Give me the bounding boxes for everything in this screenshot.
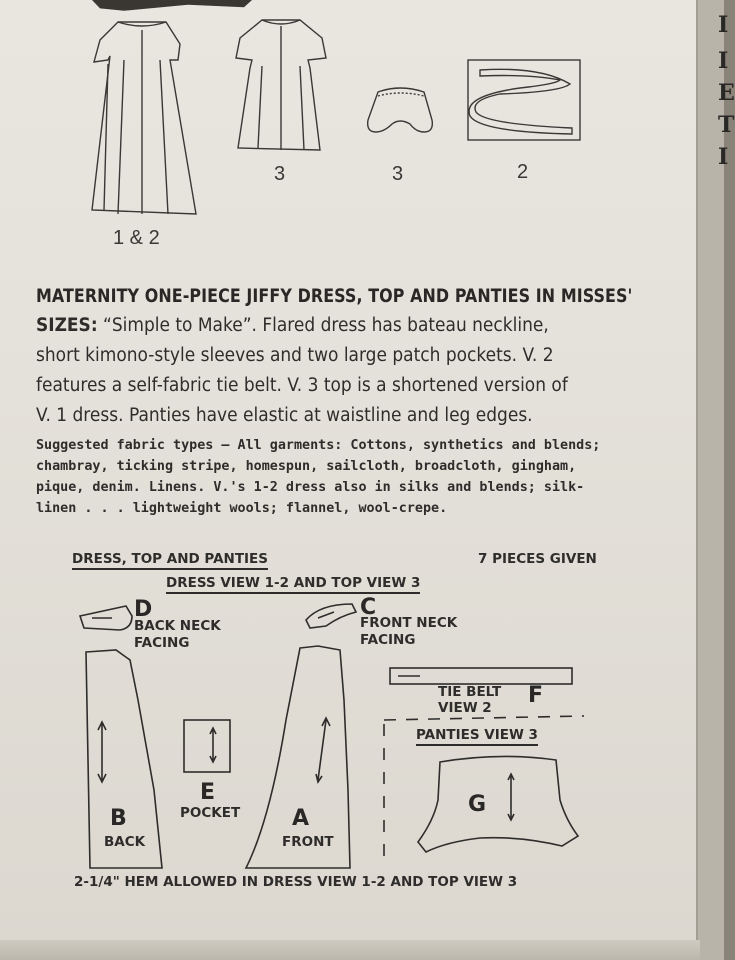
fabric-line-3: pique, denim. Linens. V.'s 1-2 dress also in silks and blends; silk- — [36, 480, 585, 495]
piece-a-letter: A — [292, 806, 310, 831]
piece-c-name-2: FACING — [360, 632, 416, 648]
edge-letter: E — [718, 80, 735, 106]
fabric-line-2: chambray, ticking stripe, homespun, sailcloth, broadcloth, gingham, — [36, 459, 577, 474]
piece-d-name-2: FACING — [134, 635, 190, 651]
piece-c-shape — [306, 604, 356, 628]
piece-f-letter: F — [528, 683, 544, 708]
hem-note: 2-1/4" HEM ALLOWED IN DRESS VIEW 1-2 AND TOP VIEW 3 — [74, 874, 518, 890]
piece-b-letter: B — [110, 806, 127, 831]
edge-letter: I — [718, 144, 729, 170]
piece-e-letter: E — [200, 780, 216, 805]
edge-letter: T — [718, 112, 735, 138]
pattern-title: MATERNITY ONE-PIECE JIFFY DRESS, TOP AND PANTIES IN MISSES' — [36, 285, 633, 307]
edge-letter: I — [718, 48, 729, 74]
belt-view-label: 2 — [517, 161, 529, 183]
fabric-line-1: Suggested fabric types — All garments: Cottons, synthetics and blends; — [36, 438, 601, 453]
piece-c-name-1: FRONT NECK — [360, 615, 458, 631]
top-view-label: 3 — [274, 163, 286, 185]
panties-view-label: 3 — [392, 163, 404, 185]
description-line-4: V. 1 dress. Panties have elastic at waistline and leg edges. — [36, 405, 533, 426]
edge-letter: I — [718, 12, 729, 38]
piece-d-letter: D — [134, 597, 153, 622]
fabric-line-4: linen . . . lightweight wools; flannel, wool-crepe. — [36, 501, 448, 516]
piece-a-name: FRONT — [282, 834, 334, 850]
piece-b-name: BACK — [104, 834, 146, 850]
layout-subheading: DRESS VIEW 1-2 AND TOP VIEW 3 — [166, 575, 420, 594]
piece-d-name-1: BACK NECK — [134, 618, 221, 634]
piece-g-shape — [418, 756, 578, 852]
sizes-lead: SIZES: — [36, 315, 98, 336]
dress-view-label: 1 & 2 — [113, 227, 160, 249]
description-line-2: short kimono-style sleeves and two large patch pockets. V. 2 — [36, 345, 554, 366]
piece-c-letter: C — [360, 595, 377, 620]
piece-e-shape — [184, 720, 230, 772]
layout-heading: DRESS, TOP AND PANTIES — [72, 551, 268, 570]
description-text: “Simple to Make”. Flared dress has bateau neckline, — [97, 315, 549, 336]
piece-e-name: POCKET — [180, 805, 241, 821]
piece-f-view: VIEW 2 — [438, 700, 492, 716]
adjacent-envelope-edge — [696, 0, 735, 960]
panties-heading: PANTIES VIEW 3 — [416, 727, 538, 746]
description-line-3: features a self-fabric tie belt. V. 3 top is a shortened version of — [36, 375, 568, 396]
piece-f-name: TIE BELT — [438, 684, 502, 700]
pieces-given: 7 PIECES GIVEN — [478, 551, 597, 567]
piece-g-letter: G — [468, 792, 487, 817]
